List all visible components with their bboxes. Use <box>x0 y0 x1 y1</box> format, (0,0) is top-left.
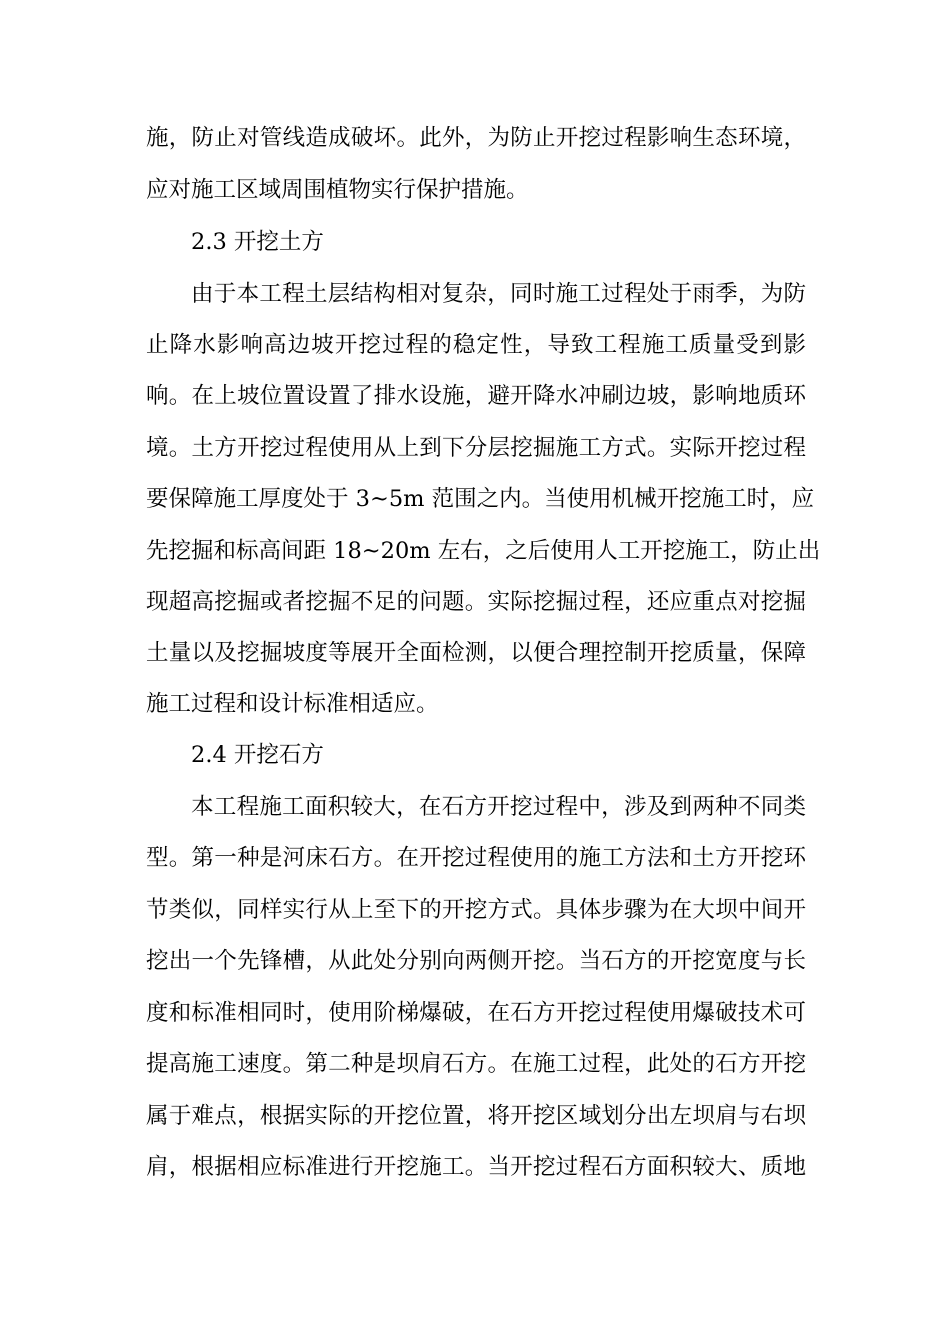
text-line: 先挖掘和标高间距 18~20m 左右，之后使用人工开挖施工，防止出 <box>146 538 821 564</box>
paragraph-first-line: 由于本工程土层结构相对复杂，同时施工过程处于雨季，为防 <box>191 281 806 307</box>
text-line: 响。在上坡位置设置了排水设施，避开降水冲刷边坡，影响地质环 <box>146 383 806 409</box>
text-line: 施，防止对管线造成破坏。此外，为防止开挖过程影响生态环境， <box>146 125 806 151</box>
text-line: 施工过程和设计标准相适应。 <box>146 691 439 717</box>
text-line: 现超高挖掘或者挖掘不足的问题。实际挖掘过程，还应重点对挖掘 <box>146 589 806 615</box>
section-heading-2-4: 2.4 开挖石方 <box>191 742 324 768</box>
text-line: 境。土方开挖过程使用从上到下分层挖掘施工方式。实际开挖过程 <box>146 435 806 461</box>
text-line: 要保障施工厚度处于 3~5m 范围之内。当使用机械开挖施工时，应 <box>146 486 815 512</box>
section-heading-2-3: 2.3 开挖土方 <box>191 229 324 255</box>
text-line: 土量以及挖掘坡度等展开全面检测，以便合理控制开挖质量，保障 <box>146 640 806 666</box>
text-line: 型。第一种是河床石方。在开挖过程使用的施工方法和土方开挖环 <box>146 845 806 871</box>
text-line: 节类似，同样实行从上至下的开挖方式。具体步骤为在大坝中间开 <box>146 897 806 923</box>
text-line: 提高施工速度。第二种是坝肩石方。在施工过程，此处的石方开挖 <box>146 1051 806 1077</box>
text-line: 应对施工区域周围植物实行保护措施。 <box>146 177 529 203</box>
text-line: 止降水影响高边坡开挖过程的稳定性，导致工程施工质量受到影 <box>146 332 806 358</box>
text-line: 度和标准相同时，使用阶梯爆破，在石方开挖过程使用爆破技术可 <box>146 1000 806 1026</box>
text-line: 挖出一个先锋槽，从此处分别向两侧开挖。当石方的开挖宽度与长 <box>146 948 806 974</box>
paragraph-first-line: 本工程施工面积较大，在石方开挖过程中，涉及到两种不同类 <box>191 794 806 820</box>
text-line: 肩，根据相应标准进行开挖施工。当开挖过程石方面积较大、质地 <box>146 1154 806 1180</box>
text-line: 属于难点，根据实际的开挖位置，将开挖区域划分出左坝肩与右坝 <box>146 1103 806 1129</box>
